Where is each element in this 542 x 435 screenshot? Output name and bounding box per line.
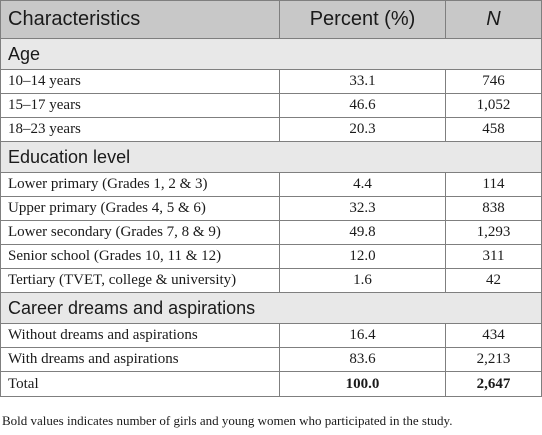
row-percent: 1.6 [280, 269, 446, 293]
row-n: 838 [446, 197, 542, 221]
section-row [1, 39, 542, 70]
section-title: Education level [1, 142, 542, 173]
table-row [1, 94, 542, 118]
table-row [1, 197, 542, 221]
row-percent: 12.0 [280, 245, 446, 269]
row-label: 10–14 years [1, 70, 280, 94]
row-n: 114 [446, 173, 542, 197]
row-label: Lower primary (Grades 1, 2 & 3) [1, 173, 280, 197]
row-label: Senior school (Grades 10, 11 & 12) [1, 245, 280, 269]
row-percent: 46.6 [280, 94, 446, 118]
section-row [1, 293, 542, 324]
table-row [1, 245, 542, 269]
row-percent: 49.8 [280, 221, 446, 245]
row-n: 42 [446, 269, 542, 293]
table-footnote: Bold values indicates number of girls and young women who participated in the study. [2, 413, 453, 428]
total-label: Total [1, 372, 280, 397]
row-percent: 33.1 [280, 70, 446, 94]
section-title: Career dreams and aspirations [1, 293, 542, 324]
total-percent: 100.0 [280, 372, 446, 397]
row-label: Without dreams and aspirations [1, 324, 280, 348]
total-n: 2,647 [446, 372, 542, 397]
table-row [1, 70, 542, 94]
row-n: 1,052 [446, 94, 542, 118]
row-percent: 4.4 [280, 173, 446, 197]
table-row [1, 269, 542, 293]
row-n: 1,293 [446, 221, 542, 245]
table-row [1, 324, 542, 348]
table-body [1, 39, 542, 397]
header-n: N [446, 1, 542, 39]
row-label: Lower secondary (Grades 7, 8 & 9) [1, 221, 280, 245]
table-row [1, 348, 542, 372]
row-percent: 16.4 [280, 324, 446, 348]
header-percent: Percent (%) [280, 1, 446, 39]
row-percent: 32.3 [280, 197, 446, 221]
row-percent: 83.6 [280, 348, 446, 372]
section-title: Age [1, 39, 542, 70]
row-n: 2,213 [446, 348, 542, 372]
table-header-row [1, 1, 542, 39]
row-label: 15–17 years [1, 94, 280, 118]
row-n: 311 [446, 245, 542, 269]
row-n: 434 [446, 324, 542, 348]
row-percent: 20.3 [280, 118, 446, 142]
row-n: 746 [446, 70, 542, 94]
table-row [1, 221, 542, 245]
table-row [1, 118, 542, 142]
row-n: 458 [446, 118, 542, 142]
row-label: 18–23 years [1, 118, 280, 142]
header-characteristics: Characteristics [1, 1, 280, 39]
row-label: With dreams and aspirations [1, 348, 280, 372]
section-row [1, 142, 542, 173]
table-row [1, 173, 542, 197]
row-label: Upper primary (Grades 4, 5 & 6) [1, 197, 280, 221]
total-row [1, 372, 542, 397]
row-label: Tertiary (TVET, college & university) [1, 269, 280, 293]
